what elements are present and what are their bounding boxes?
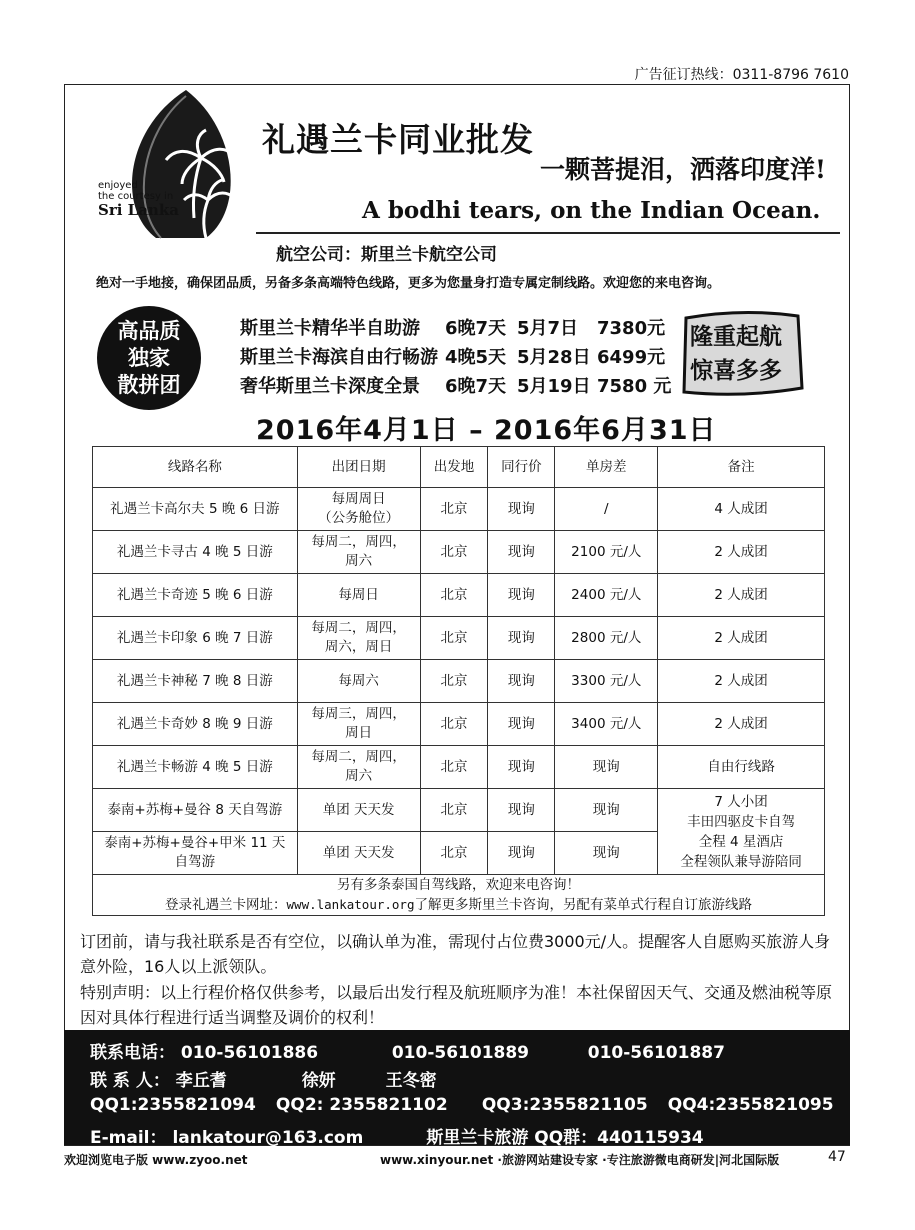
col-header: 备注	[658, 447, 825, 488]
slogan-chinese: 一颗菩提泪，洒落印度洋!	[540, 155, 826, 184]
slogan-english: A bodhi tears, on the Indian Ocean.	[362, 197, 821, 224]
page-title: 礼遇兰卡同业批发	[262, 120, 534, 159]
qq-number: QQ3:2355821105	[481, 1095, 648, 1115]
footer-slogan: www.xinyour.net ·旅游网站建设专家 ·专注旅游微电商研发|河北国际版	[380, 1153, 780, 1167]
footer-website: 欢迎浏览电子版 www.zyoo.net	[64, 1153, 248, 1167]
intro-text: 绝对一手地接，确保团品质，另备多条高端特色线路，更多为您量身打造专属定制线路。欢迎您的来电咨询。	[96, 276, 721, 291]
tour-price: 7380元	[597, 318, 666, 339]
tour-days: 6晚7天	[445, 318, 507, 339]
departure-date: 每周日	[297, 574, 420, 617]
table-footer-note	[93, 875, 825, 916]
launch-badge	[678, 310, 806, 400]
footer-note-line: 另有多条泰国自驾线路，欢迎来电咨询！	[337, 877, 580, 893]
website-label: 登录礼遇兰卡网址：	[165, 897, 287, 913]
route-name: 礼遇兰卡神秘 7 晚 8 日游	[93, 660, 298, 703]
phone-label: 联系电话：	[90, 1043, 175, 1063]
qq-group: 斯里兰卡旅游 QQ群：440115934	[426, 1128, 704, 1148]
tour-days: 4晚5天	[445, 347, 507, 368]
website-link[interactable]: www.lankatour.org	[286, 897, 415, 912]
badge-line-3: 散拼团	[117, 372, 181, 397]
tour-price: 6499元	[597, 347, 666, 368]
remark: 2 人成团	[658, 531, 825, 574]
table-row	[93, 617, 825, 660]
route-name: 泰南+苏梅+曼谷+甲米 11 天 自驾游	[93, 832, 298, 875]
phone-number: 010-56101889	[391, 1043, 530, 1063]
table-row	[93, 660, 825, 703]
peer-price: 现询	[488, 574, 555, 617]
ad-hotline: 广告征订热线：0311-8796 7610	[634, 67, 849, 83]
phone-row	[90, 1038, 725, 1063]
contact-person: 王冬密	[385, 1071, 437, 1091]
table-row	[93, 488, 825, 531]
remark: 7 人小团 丰田四驱皮卡自驾 全程 4 星酒店 全程领队兼导游陪同	[658, 789, 825, 875]
table-header-row	[93, 447, 825, 488]
tour-days: 6晚7天	[445, 376, 507, 397]
qq-number: QQ4:2355821095	[667, 1095, 834, 1115]
col-header: 单房差	[555, 447, 658, 488]
peer-price: 现询	[488, 488, 555, 531]
table-row	[93, 789, 825, 832]
website-note: 了解更多斯里兰卡咨询，另配有菜单式行程自订旅游线路	[414, 897, 752, 913]
departure-date: 单团 天天发	[297, 832, 420, 875]
logo-line-2: the courtesy in	[98, 191, 174, 202]
phone-number: 010-56101887	[587, 1043, 725, 1063]
contact-panel	[64, 1030, 850, 1148]
departure-date: 每周六	[297, 660, 420, 703]
departure-city: 北京	[420, 488, 488, 531]
title-divider	[256, 232, 840, 234]
featured-tour	[240, 372, 671, 398]
departure-city: 北京	[420, 832, 488, 875]
contact-person: 李丘耆	[175, 1071, 227, 1091]
logo-line-1: enjoyed	[98, 180, 138, 191]
departure-date: 每周二，周四， 周六	[297, 746, 420, 789]
tour-name: 斯里兰卡精华半自助游	[240, 318, 420, 339]
badge-line-2: 独家	[128, 345, 170, 370]
launch-line-1: 隆重起航	[690, 324, 782, 350]
single-supplement: 现询	[555, 746, 658, 789]
email-address: lankatour@163.com	[172, 1128, 364, 1148]
page-number: 47	[828, 1149, 846, 1165]
remark: 2 人成团	[658, 703, 825, 746]
col-header: 出发地	[420, 447, 488, 488]
qq-number: QQ1:2355821094	[90, 1095, 256, 1115]
contact-person-row	[90, 1066, 437, 1091]
departure-date: 每周周日 （公务舱位）	[297, 488, 420, 531]
departure-city: 北京	[420, 746, 488, 789]
featured-tour	[240, 343, 665, 369]
palm-leaf-icon	[86, 88, 256, 243]
departure-city: 北京	[420, 660, 488, 703]
departure-date: 每周二，周四， 周六	[297, 531, 420, 574]
table-body	[93, 488, 825, 916]
departure-date: 每周三，周四， 周日	[297, 703, 420, 746]
route-name: 礼遇兰卡印象 6 晚 7 日游	[93, 617, 298, 660]
tour-date: 5月19日	[517, 376, 591, 397]
remark: 2 人成团	[658, 617, 825, 660]
table-footer-row	[93, 875, 825, 916]
peer-price: 现询	[488, 746, 555, 789]
peer-price: 现询	[488, 789, 555, 832]
tour-name: 奢华斯里兰卡深度全景	[240, 376, 420, 397]
col-header: 同行价	[488, 447, 555, 488]
tour-schedule-table	[92, 446, 825, 916]
launch-line-2: 惊喜多多	[690, 358, 782, 384]
peer-price: 现询	[488, 617, 555, 660]
tour-date: 5月7日	[517, 318, 579, 339]
departure-date: 单团 天天发	[297, 789, 420, 832]
route-name: 泰南+苏梅+曼谷 8 天自驾游	[93, 789, 298, 832]
table-row	[93, 531, 825, 574]
single-supplement: 2400 元/人	[555, 574, 658, 617]
remark: 2 人成团	[658, 660, 825, 703]
table-row	[93, 746, 825, 789]
single-supplement: /	[555, 488, 658, 531]
badge-line-1: 高品质	[117, 318, 181, 343]
contact-person: 徐妍	[301, 1071, 336, 1091]
single-supplement: 2800 元/人	[555, 617, 658, 660]
route-name: 礼遇兰卡畅游 4 晚 5 日游	[93, 746, 298, 789]
quality-badge	[97, 306, 201, 410]
single-supplement: 现询	[555, 789, 658, 832]
route-name: 礼遇兰卡奇妙 8 晚 9 日游	[93, 703, 298, 746]
departure-city: 北京	[420, 703, 488, 746]
featured-tour	[240, 314, 665, 340]
departure-city: 北京	[420, 617, 488, 660]
single-supplement: 2100 元/人	[555, 531, 658, 574]
departure-city: 北京	[420, 574, 488, 617]
departure-city: 北京	[420, 789, 488, 832]
single-supplement: 现询	[555, 832, 658, 875]
tour-date: 5月28日	[517, 347, 591, 368]
departure-date: 每周二，周四， 周六，周日	[297, 617, 420, 660]
route-name: 礼遇兰卡寻古 4 晚 5 日游	[93, 531, 298, 574]
table-row	[93, 703, 825, 746]
tour-price: 7580 元	[597, 376, 672, 397]
special-statement: 特别声明：以上行程价格仅供参考，以最后出发行程及航班顺序为准！本社保留因天气、交通及燃油税等原因对具体行程进行适当调整及调价的权利！	[80, 983, 833, 1027]
table-row	[93, 574, 825, 617]
peer-price: 现询	[488, 531, 555, 574]
route-name: 礼遇兰卡奇迹 5 晚 6 日游	[93, 574, 298, 617]
airline-info: 航空公司：斯里兰卡航空公司	[276, 245, 497, 265]
tour-name: 斯里兰卡海滨自由行畅游	[240, 347, 438, 368]
peer-price: 现询	[488, 832, 555, 875]
email-label: E-mail：	[90, 1128, 167, 1148]
footer-note-line	[97, 895, 820, 915]
single-supplement: 3300 元/人	[555, 660, 658, 703]
qq-number: QQ2: 2355821102	[275, 1095, 448, 1115]
col-header: 线路名称	[93, 447, 298, 488]
remark: 4 人成团	[658, 488, 825, 531]
phone-number: 010-56101886	[180, 1043, 319, 1063]
sri-lanka-logo	[86, 88, 256, 243]
remark: 2 人成团	[658, 574, 825, 617]
peer-price: 现询	[488, 660, 555, 703]
col-header: 出团日期	[297, 447, 420, 488]
peer-price: 现询	[488, 703, 555, 746]
single-supplement: 3400 元/人	[555, 703, 658, 746]
logo-line-3: Sri Lanka	[98, 201, 179, 219]
validity-dates: 2016年4月1日 – 2016年6月31日	[256, 415, 717, 446]
email-row	[90, 1123, 704, 1148]
booking-notice: 订团前，请与我社联系是否有空位，以确认单为准，需现付占位费3000元/人。提醒客人自愿购买旅游人身意外险，16人以上派领队。	[80, 932, 831, 976]
remark: 自由行线路	[658, 746, 825, 789]
departure-city: 北京	[420, 531, 488, 574]
qq-row	[90, 1095, 834, 1115]
person-label: 联 系 人：	[90, 1071, 170, 1091]
route-name: 礼遇兰卡高尔夫 5 晚 6 日游	[93, 488, 298, 531]
